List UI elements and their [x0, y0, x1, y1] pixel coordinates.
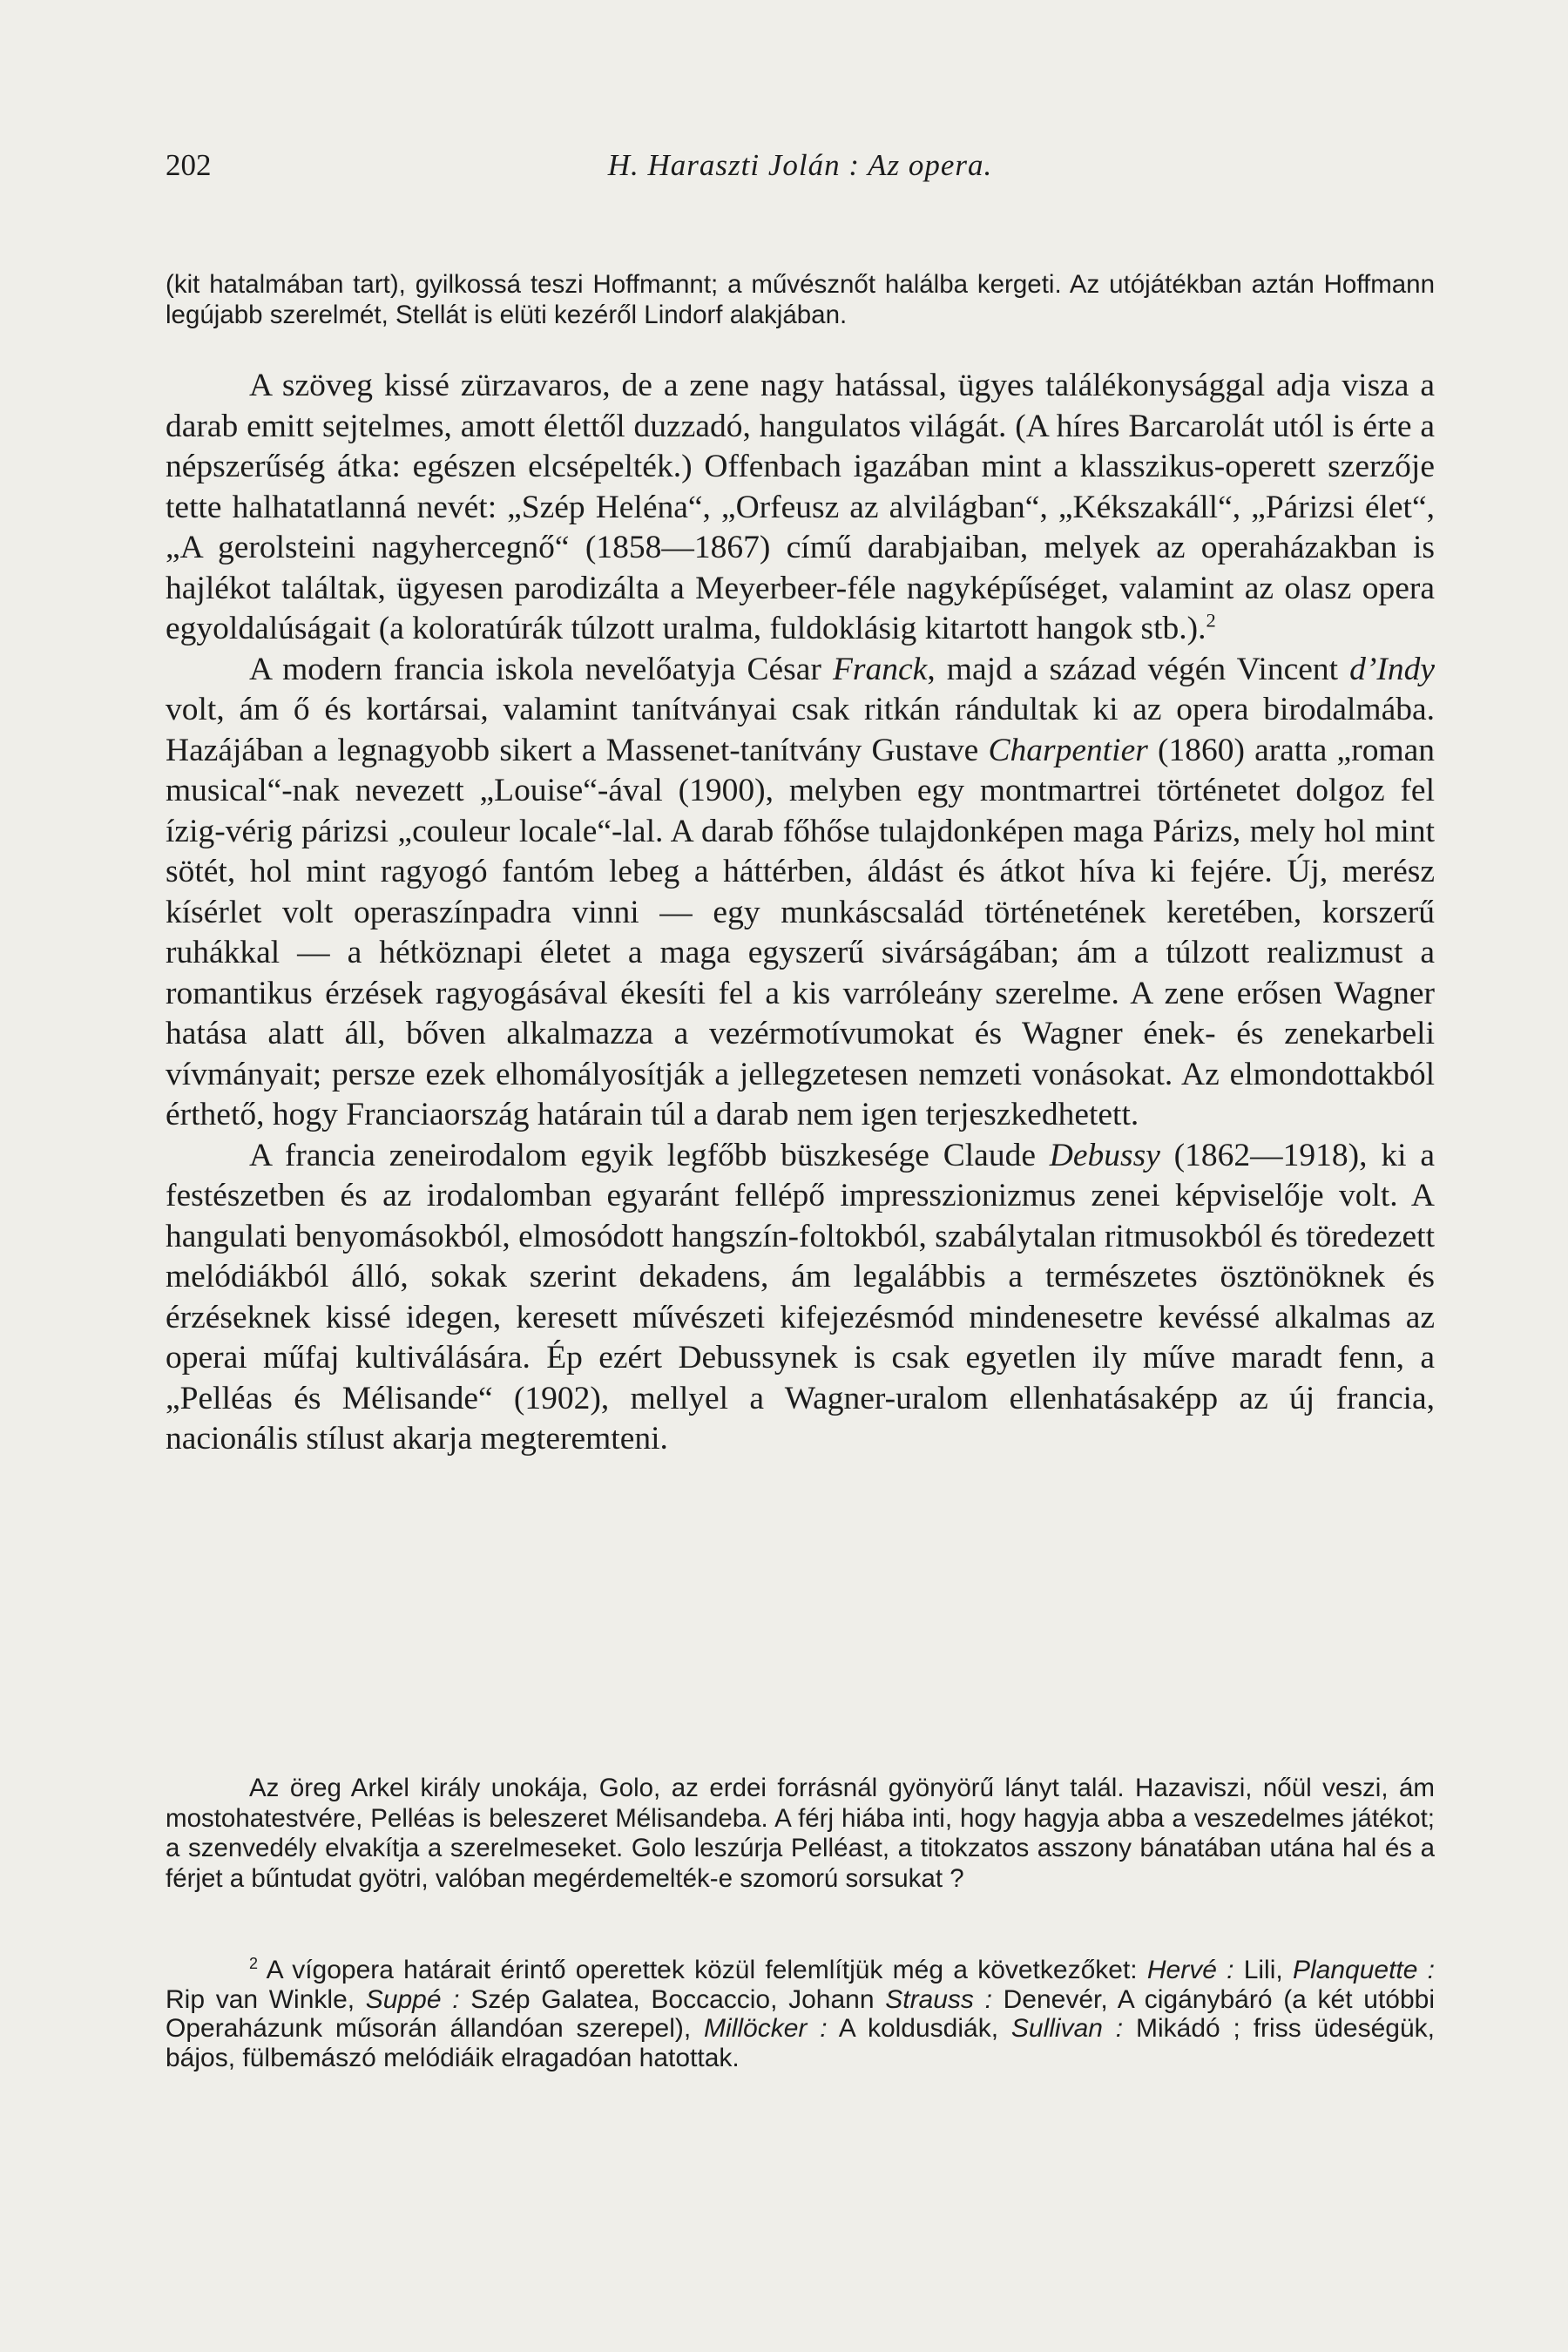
composer-name: Millöcker : [704, 2014, 828, 2043]
page-number: 202 [166, 148, 212, 182]
opera-synopsis: Az öreg Arkel király unokája, Golo, az erdei forrásnál gyönyörű lányt talál. Hazaviszi, nőül veszi, ám mostohatestvére, Pelléas is beleszeret Mélisandeba. A férj hiába inti, hogy hagyja abba a veszedelmes játékot; a szenvedély elvakítja a szerelmeseket. Golo leszúrja Pelléast, a titokzatos asszony bánatában utána hal és a férjet a bűntudat gyötri, valóban megérdemelték-e szomorú sorsukat ? [166, 1774, 1435, 1893]
footnote-mark: 2 [249, 1955, 259, 1972]
composer-name: Strauss : [885, 1984, 992, 2014]
composer-name: Suppé : [365, 1984, 460, 2014]
composer-name: Hervé : [1146, 1956, 1234, 1984]
composer-name: Franck [833, 651, 928, 687]
composer-name: Charpentier [988, 732, 1148, 768]
composer-name: d’Indy [1349, 651, 1435, 687]
paragraph-debussy: A francia zeneirodalom egyik legfőbb büszkesége Claude Debussy (1862—1918), ki a festészetben és az irodalomban egyaránt fellépő impresszionizmus zenei képviselője volt. A hangulati benyomásokból, elmosódott hangszín-foltokból, szabálytalan ritmusokból és töredezett melódiákból álló, sokak szerint dekadens, ám legalábbis a természetes ösztönöknek és érzéseknek kissé idegen, keresett művészeti kifejezésmód mindenesetre kevéssé alkalmas az operai műfaj kultiválására. Ép ezért Debussynek is csak egyetlen ily műve maradt fenn, a „Pelléas és Mélisande“ (1902), mellyel a Wagner-uralom ellenhatásaképp az új francia, nacionális stílust akarja megteremteni. [166, 1137, 1435, 1456]
composer-name: Planquette : [1292, 1956, 1435, 1984]
book-page [166, 139, 1435, 2300]
page-header [166, 148, 1435, 192]
footnote: $^2$ A vígopera határait érintő operettek közül felemlítjük még a következőket: Hervé : Lili, Planquette : Rip van Winkle, Suppé : Szép Galatea, Boccaccio, Johann Strauss : Denevér, A cigánybáró (a két utóbbi Operaházunk műsorán állandóan szerepel), Millöcker : A koldusdiák, Sullivan : Mikádó ; friss üdeségük, bájos, fülbemászó melódiáik elragadóan hatottak. [166, 1955, 1436, 2072]
paragraph-offenbach: A szöveg kissé zürzavaros, de a zene nagy hatással, ügyes találékonysággal adja visza a darab emitt sejtelmes, amott élettől duzzadó, hangulatos világát. (A híres Barcarolát utól is érte a népszerűség átka: egészen elcsépelték.) Offenbach igazában mint a klasszikus-operett szerzője tette halhatatlanná nevét: „Szép Heléna“, „Orfeusz az alvilágban“, „Kékszakáll“, „Párizsi élet“, „A gerolsteini nagyhercegnő“ (1858—1867) című darabjaiban, melyek az operaházakban is hajlékot találtak, ügyesen parodizálta a Meyerbeer-féle nagyképűséget, valamint az olasz opera egyoldalúságait (a koloratúrák túlzott uralma, fuldoklásig kitartott hangok stb.).$^2$ [166, 368, 1435, 646]
main-text [166, 366, 1435, 1460]
synopsis-continuation: (kit hatalmában tart), gyilkossá teszi Hoffmannt; a művésznőt halálba kergeti. Az utójátékban aztán Hoffmann legújabb szerelmét, Stellát is elüti kezéről Lindorf alakjában. [166, 270, 1435, 329]
composer-name: Sullivan : [1010, 2014, 1124, 2043]
footnote-ref: 2 [1206, 609, 1216, 632]
paragraph-french-school: A modern francia iskola nevelőatyja César Franck, majd a század végén Vincent d’Indy volt, ám ő és kortársai, valamint tanítványai csak ritkán rándultak ki az opera birodalmába. Hazájában a legnagyobb sikert a Massenet-tanítvány Gustave Charpentier (1860) aratta „roman musical“-nak nevezett „Louise“-ával (1900), melyben egy montmartrei történetet dolgoz fel ízig-vérig párizsi „couleur locale“-lal. A darab főhőse tulajdonképen maga Párizs, mely hol mint sötét, hol mint ragyogó fantóm lebeg a háttérben, áldást és átkot híva ki fejére. Új, merész kísérlet volt operaszínpadra vinni — egy munkáscsalád történetének keretében, korszerű ruhákkal — a hétköznapi életet a maga egyszerű sivárságában; ám a túlzott realizmust a romantikus érzések ragyogásával ékesíti fel a kis varróleány szerelme. A zene erősen Wagner hatása alatt áll, bőven alkalmazza a vezérmotívumokat és Wagner ének- és zenekarbeli vívmányait; persze ezek elhomályosítják a jellegzetesen nemzeti vonásokat. Az elmondottakból érthető, hogy Franciaország határain túl a darab nem igen terjeszkedhetett. [166, 651, 1436, 1132]
composer-name: Debussy [1049, 1137, 1160, 1173]
running-title: H. Haraszti Jolán : Az opera. [607, 148, 993, 182]
